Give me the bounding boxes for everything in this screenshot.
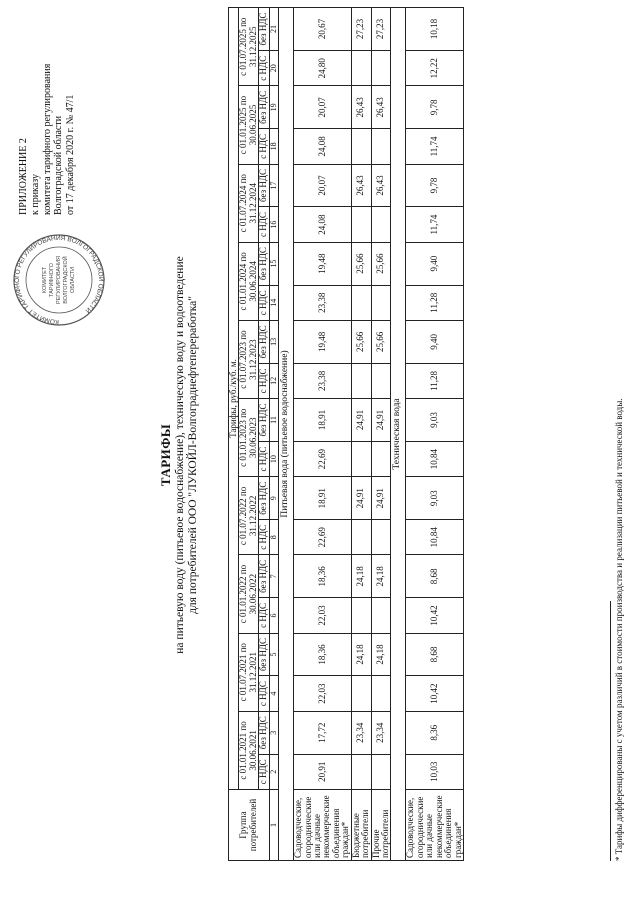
column-number-cell: 12 (269, 363, 278, 398)
tariff-value-cell (351, 598, 371, 633)
tariff-value-cell: 23,34 (371, 711, 391, 754)
column-number-cell: 10 (269, 441, 278, 476)
tariff-value-cell: 24,91 (351, 477, 371, 520)
tariff-value-cell: 25,66 (371, 242, 391, 285)
column-number-cell: 21 (269, 8, 278, 51)
tariff-value-cell: 26,43 (351, 164, 371, 207)
table-row (371, 8, 391, 861)
column-number-cell: 7 (269, 555, 278, 598)
tariff-value-cell: 20,07 (294, 164, 352, 207)
svg-text:КОМИТЕТ ТАРИФНОГО РЕГУЛИРОВАНИ: КОМИТЕТ ТАРИФНОГО РЕГУЛИРОВАНИЯ ВОЛГОГРАДСКОЙ ОБЛАСТИ (13, 234, 105, 326)
period-header-cell: с 01.07.2021 по 31.12.2021 (239, 633, 259, 711)
column-number-cell: 15 (269, 242, 278, 285)
tariff-value-cell: 24,18 (371, 555, 391, 598)
without-vat-header: без НДС (259, 86, 269, 129)
column-number-cell: 2 (269, 754, 278, 789)
document-subtitle-1: на питьевую воду (питьевое водоснабжение), техническую воду и водоотведение (174, 256, 186, 654)
tariff-value-cell: 23,38 (294, 285, 352, 320)
tariff-value-cell (351, 363, 371, 398)
tariff-value-cell: 9,03 (406, 477, 464, 520)
without-vat-header: без НДС (259, 164, 269, 207)
column-number-cell: 16 (269, 207, 278, 242)
period-header-cell: с 01.07.2022 по 31.12.2022 (239, 477, 259, 555)
group-header-cell: Группа потребителей (229, 790, 270, 861)
annex-date: от 17 декабря 2020 г. № 47/1 (65, 94, 77, 215)
row-label-cell: Садоводческие, огороднические или дачные некоммерческие объединения граждан* (406, 790, 464, 861)
tariff-value-cell: 17,72 (294, 711, 352, 754)
tariff-value-cell: 25,66 (371, 320, 391, 363)
column-number-cell: 4 (269, 676, 278, 711)
tariffs-table (228, 7, 464, 861)
document-title: ТАРИФЫ (158, 423, 173, 487)
annex-line: Волгоградской области (53, 115, 65, 215)
with-vat-header: с НДС (259, 51, 269, 86)
tariff-value-cell: 22,69 (294, 441, 352, 476)
tariff-value-cell: 25,66 (351, 242, 371, 285)
tariff-value-cell: 22,69 (294, 520, 352, 555)
tariff-value-cell: 24,80 (294, 51, 352, 86)
column-number-cell: 3 (269, 711, 278, 754)
tariff-value-cell: 8,68 (406, 555, 464, 598)
annex-block (18, 15, 77, 215)
footnote: * Тарифы дифференцированы с учетом различий в стоимости производства и реализации питьевой и технической воды. (614, 398, 624, 861)
column-number-cell: 13 (269, 320, 278, 363)
tariff-value-cell: 11,74 (406, 207, 464, 242)
column-number-cell: 8 (269, 520, 278, 555)
tariff-value-cell: 24,91 (351, 399, 371, 442)
tariff-value-cell (351, 754, 371, 789)
tariff-value-cell: 24,18 (371, 633, 391, 676)
tariff-value-cell (371, 363, 391, 398)
tariff-value-cell: 18,36 (294, 555, 352, 598)
tariff-value-cell (351, 285, 371, 320)
tariff-value-cell: 23,38 (294, 363, 352, 398)
without-vat-header: без НДС (259, 8, 269, 51)
period-header-cell: с 01.07.2023 по 31.12.2023 (239, 320, 259, 398)
row-label-cell: Прочие потребители (371, 790, 391, 861)
tariff-value-cell: 20,91 (294, 754, 352, 789)
tariff-value-cell: 10,03 (406, 754, 464, 789)
tariff-value-cell: 8,36 (406, 711, 464, 754)
column-number-cell: 5 (269, 633, 278, 676)
tariff-value-cell: 9,03 (406, 399, 464, 442)
period-header-cell: с 01.07.2024 по 31.12.2024 (239, 164, 259, 242)
tariff-value-cell: 18,91 (294, 477, 352, 520)
with-vat-header: с НДС (259, 285, 269, 320)
section-row (279, 8, 294, 861)
tariff-value-cell (371, 129, 391, 164)
tariff-value-cell (351, 207, 371, 242)
tariff-value-cell: 27,23 (351, 8, 371, 51)
tariff-value-cell: 20,67 (294, 8, 352, 51)
tariff-value-cell: 10,84 (406, 520, 464, 555)
footnote-divider (610, 601, 611, 861)
period-header-cell: с 01.01.2024 по 30.06.2024 (239, 242, 259, 320)
with-vat-header: с НДС (259, 129, 269, 164)
tariff-value-cell: 11,28 (406, 285, 464, 320)
column-number-cell: 11 (269, 399, 278, 442)
period-header-cell: с 01.01.2023 по 30.06.2023 (239, 399, 259, 477)
tariff-value-cell: 12,22 (406, 51, 464, 86)
tariff-value-cell (371, 676, 391, 711)
seal-text: КОМИТЕТ (42, 266, 48, 294)
without-vat-header: без НДС (259, 555, 269, 598)
document-header (158, 155, 200, 755)
section-row (391, 8, 406, 861)
without-vat-header: без НДС (259, 399, 269, 442)
table-row (294, 8, 352, 861)
tariff-value-cell: 24,08 (294, 207, 352, 242)
tariff-value-cell: 26,43 (371, 164, 391, 207)
tariff-value-cell: 22,03 (294, 676, 352, 711)
column-number-cell: 6 (269, 598, 278, 633)
tariff-value-cell: 10,84 (406, 441, 464, 476)
document-subtitle-2: для потребителей ООО "ЛУКОЙЛ-Волгограднефтепереработка" (187, 296, 200, 614)
tariff-value-cell: 27,23 (371, 8, 391, 51)
column-number-cell: 9 (269, 477, 278, 520)
tariff-value-cell: 24,91 (371, 477, 391, 520)
tariff-value-cell: 26,43 (351, 86, 371, 129)
tariff-value-cell: 10,42 (406, 676, 464, 711)
tariff-value-cell (371, 207, 391, 242)
period-header-cell: с 01.01.2025 по 30.06.2025 (239, 86, 259, 164)
row-label-cell: Бюджетные потребители (351, 790, 371, 861)
tariff-value-cell: 22,03 (294, 598, 352, 633)
with-vat-header: с НДС (259, 754, 269, 789)
without-vat-header: без НДС (259, 242, 269, 285)
tariff-value-cell: 26,43 (371, 86, 391, 129)
annex-line: комитета тарифного регулирования (41, 63, 53, 215)
tariff-value-cell (371, 754, 391, 789)
tariff-value-cell: 24,91 (371, 399, 391, 442)
tariff-value-cell (351, 520, 371, 555)
tariff-value-cell (351, 441, 371, 476)
column-number-cell: 20 (269, 51, 278, 86)
annex-line: к приказу (29, 174, 41, 215)
without-vat-header: без НДС (259, 320, 269, 363)
tariffs-header-cell: Тарифы, руб./куб. м. (229, 8, 239, 790)
tariff-value-cell: 9,78 (406, 86, 464, 129)
tariff-value-cell: 18,36 (294, 633, 352, 676)
tariff-value-cell: 11,28 (406, 363, 464, 398)
with-vat-header: с НДС (259, 441, 269, 476)
tariff-value-cell: 10,18 (406, 8, 464, 51)
row-label-cell: Садоводческие, огороднические или дачные некоммерческие объединения граждан* (294, 790, 352, 861)
column-number-cell: 14 (269, 285, 278, 320)
tariff-value-cell: 9,40 (406, 242, 464, 285)
seal-text: ТАРИФНОГО (49, 263, 55, 297)
tariff-value-cell (371, 520, 391, 555)
column-number-cell: 18 (269, 129, 278, 164)
tariff-value-cell (351, 676, 371, 711)
tariff-value-cell: 18,91 (294, 399, 352, 442)
tariff-value-cell (351, 129, 371, 164)
seal-text: ОБЛАСТИ (70, 266, 76, 294)
tariff-value-cell: 11,74 (406, 129, 464, 164)
period-header-cell: с 01.07.2025 по 31.12.2025 (239, 8, 259, 86)
tariff-value-cell: 20,07 (294, 86, 352, 129)
period-header-cell: с 01.01.2022 по 30.06.2022 (239, 555, 259, 633)
period-header-cell: с 01.01.2021 по 30.06.2021 (239, 711, 259, 789)
without-vat-header: без НДС (259, 477, 269, 520)
table-row (351, 8, 371, 861)
tariff-value-cell: 8,68 (406, 633, 464, 676)
without-vat-header: без НДС (259, 711, 269, 754)
annex-title: ПРИЛОЖЕНИЕ 2 (18, 138, 29, 215)
tariff-value-cell: 24,18 (351, 633, 371, 676)
official-seal-icon (12, 215, 107, 345)
tariff-value-cell: 23,34 (351, 711, 371, 754)
tariff-value-cell: 9,78 (406, 164, 464, 207)
tariff-value-cell: 10,42 (406, 598, 464, 633)
with-vat-header: с НДС (259, 676, 269, 711)
section-title: Питьевая вода (питьевое водоснабжение) (279, 8, 294, 861)
column-number-cell: 1 (269, 790, 278, 861)
tariff-value-cell: 24,08 (294, 129, 352, 164)
seal-text: РЕГУЛИРОВАНИЯ (56, 255, 62, 305)
tariff-value-cell (371, 598, 391, 633)
with-vat-header: с НДС (259, 520, 269, 555)
with-vat-header: с НДС (259, 598, 269, 633)
column-number-cell: 17 (269, 164, 278, 207)
tariff-value-cell: 19,48 (294, 242, 352, 285)
without-vat-header: без НДС (259, 633, 269, 676)
section-title: Техническая вода (391, 8, 406, 861)
tariff-value-cell: 24,18 (351, 555, 371, 598)
table-row (406, 8, 464, 861)
with-vat-header: с НДС (259, 207, 269, 242)
tariff-value-cell (371, 51, 391, 86)
tariff-value-cell: 19,48 (294, 320, 352, 363)
tariff-value-cell (371, 285, 391, 320)
tariff-value-cell: 25,66 (351, 320, 371, 363)
seal-text: ВОЛГОГРАДСКОЙ (63, 256, 69, 304)
column-number-cell: 19 (269, 86, 278, 129)
with-vat-header: с НДС (259, 363, 269, 398)
tariff-value-cell (351, 51, 371, 86)
tariff-value-cell: 9,40 (406, 320, 464, 363)
tariff-value-cell (371, 441, 391, 476)
